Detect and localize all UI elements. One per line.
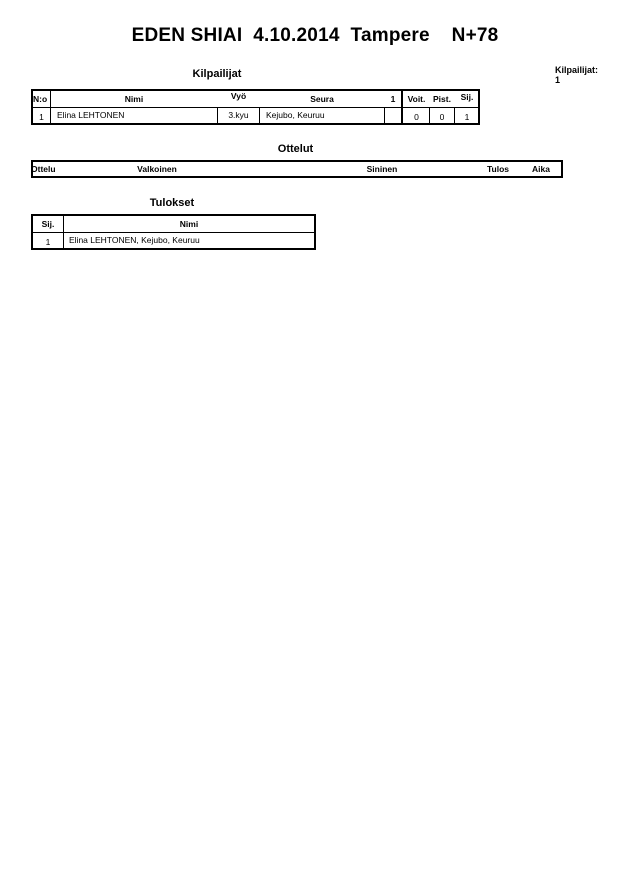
results-table [31, 214, 316, 250]
col-header-result-name: Nimi [179, 219, 199, 229]
col-header-round-1: 1 [390, 94, 396, 104]
col-header-match: Ottelu [31, 164, 56, 174]
col-header-result-place: Sij. [41, 219, 55, 229]
col-header-no: N:o [33, 94, 48, 104]
competitor-points: 0 [439, 112, 445, 122]
col-header-result: Tulos [486, 164, 510, 174]
competitor-belt: 3.kyu [228, 110, 249, 120]
col-header-blue: Sininen [366, 164, 398, 174]
col-header-time: Aika [532, 164, 550, 174]
results-section-title: Tulokset [149, 197, 195, 209]
matches-table [31, 160, 563, 178]
col-header-belt: Vyö [230, 91, 247, 101]
competitor-name: Elina LEHTONEN [57, 110, 125, 120]
competitor-no: 1 [39, 112, 44, 122]
col-header-wins: Voit. [407, 94, 426, 104]
competitors-section-title: Kilpailijat [192, 68, 242, 80]
result-name: Elina LEHTONEN, Kejubo, Keuruu [69, 235, 200, 245]
col-header-points: Pist. [433, 94, 451, 104]
competitor-place: 1 [464, 112, 470, 122]
competitor-club: Kejubo, Keuruu [266, 110, 325, 120]
competitors-table [31, 89, 480, 125]
competitor-wins: 0 [414, 112, 419, 122]
competitor-count-label: Kilpailijat: [554, 65, 598, 75]
matches-section-title: Ottelut [277, 143, 314, 155]
competitor-count-value: 1 [554, 75, 560, 85]
page-title: EDEN SHIAI 4.10.2014 Tampere N+78 [131, 25, 499, 46]
col-header-white: Valkoinen [137, 164, 177, 174]
col-header-place: Sij. [460, 92, 474, 102]
col-header-name: Nimi [124, 94, 144, 104]
competitor-count [550, 55, 598, 85]
result-place: 1 [45, 237, 51, 247]
col-header-club: Seura [310, 94, 334, 104]
